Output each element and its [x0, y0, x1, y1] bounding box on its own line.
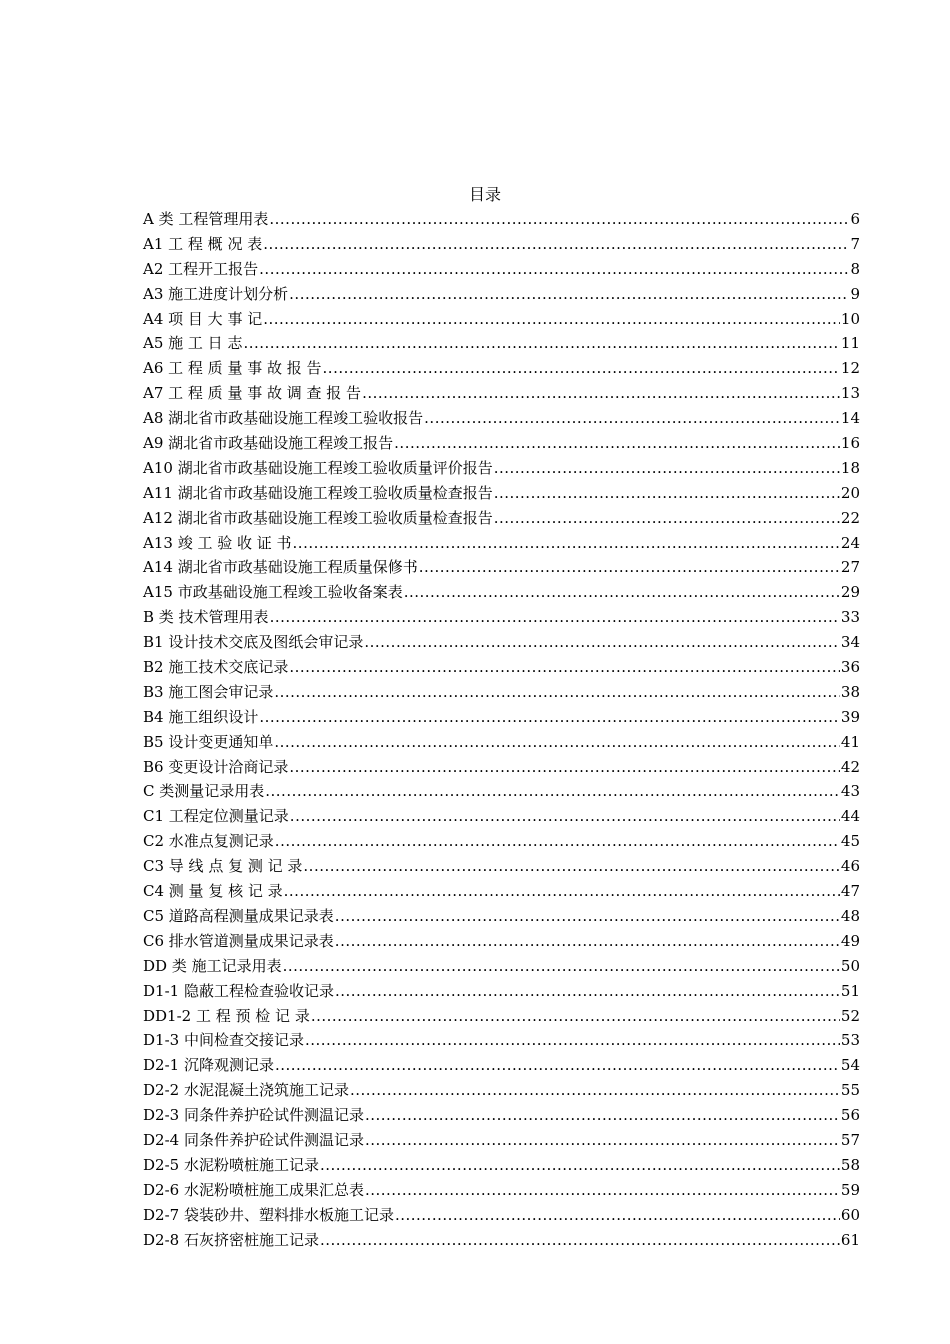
toc-dot-leader [263, 232, 849, 257]
toc-entry[interactable] [143, 705, 860, 730]
toc-entry[interactable] [143, 257, 860, 282]
toc-dot-leader [263, 307, 840, 332]
toc-entry-page-number: 57 [840, 1130, 860, 1149]
toc-entry-label: D2-7 袋装砂井、塑料排水板施工记录 [143, 1205, 394, 1224]
toc-entry[interactable] [143, 307, 860, 332]
toc-entry-label: D2-6 水泥粉喷桩施工成果汇总表 [143, 1180, 364, 1199]
toc-dot-leader [404, 580, 840, 605]
toc-entry-label: D2-5 水泥粉喷桩施工记录 [143, 1155, 319, 1174]
toc-entry-label: D2-3 同条件养护砼试件测温记录 [143, 1106, 364, 1125]
toc-dot-leader [270, 605, 840, 630]
toc-entry[interactable] [143, 904, 860, 929]
toc-dot-leader [335, 929, 840, 954]
toc-entry-page-number: 34 [840, 633, 860, 652]
toc-entry[interactable] [143, 854, 860, 879]
toc-dot-leader [289, 282, 849, 307]
toc-dot-leader [335, 979, 840, 1004]
toc-entry-label: A12 湖北省市政基础设施工程竣工验收质量检查报告 [143, 508, 493, 527]
toc-entry-page-number: 14 [840, 409, 860, 428]
toc-entry-page-number: 52 [840, 1006, 860, 1025]
toc-entry[interactable] [143, 829, 860, 854]
toc-entry-label: C4 测 量 复 核 记 录 [143, 882, 283, 901]
toc-entry-label: A9 湖北省市政基础设施工程竣工报告 [143, 434, 394, 453]
toc-entry[interactable] [143, 1203, 860, 1228]
toc-entry[interactable] [143, 1178, 860, 1203]
toc-entry[interactable] [143, 655, 860, 680]
toc-entry-page-number: 56 [840, 1106, 860, 1125]
toc-entry[interactable] [143, 356, 860, 381]
toc-entry-page-number: 16 [840, 434, 860, 453]
toc-entry[interactable] [143, 1004, 860, 1029]
toc-dot-leader [243, 331, 839, 356]
toc-dot-leader [293, 531, 840, 556]
toc-entry-page-number: 10 [840, 309, 860, 328]
toc-entry-label: A1 工 程 概 况 表 [143, 234, 263, 253]
toc-entry-label: C 类测量记录用表 [143, 782, 265, 801]
toc-entry-page-number: 43 [840, 782, 860, 801]
toc-entry[interactable] [143, 207, 860, 232]
toc-dot-leader [274, 680, 840, 705]
toc-entry-label: D1-3 中间检查交接记录 [143, 1031, 304, 1050]
toc-entry[interactable] [143, 680, 860, 705]
toc-entry[interactable] [143, 580, 860, 605]
toc-entry-label: A8 湖北省市政基础设施工程竣工验收报告 [143, 409, 424, 428]
toc-entry-page-number: 29 [840, 583, 860, 602]
toc-entry[interactable] [143, 804, 860, 829]
toc-entry-page-number: 38 [840, 682, 860, 701]
toc-entry-page-number: 60 [840, 1205, 860, 1224]
toc-dot-leader [274, 730, 840, 755]
toc-dot-leader [424, 406, 840, 431]
toc-entry-page-number: 24 [840, 533, 860, 552]
toc-entry[interactable] [143, 456, 860, 481]
toc-entry-label: D2-8 石灰挤密桩施工记录 [143, 1230, 319, 1249]
toc-dot-leader [283, 954, 840, 979]
toc-dot-leader [494, 506, 840, 531]
toc-entry[interactable] [143, 1103, 860, 1128]
toc-dot-leader [494, 481, 840, 506]
toc-dot-leader [320, 1228, 840, 1253]
toc-dot-leader [259, 705, 840, 730]
toc-entry-label: D2-4 同条件养护砼试件测温记录 [143, 1130, 364, 1149]
toc-entry-label: A10 湖北省市政基础设施工程竣工验收质量评价报告 [143, 458, 493, 477]
toc-entry-page-number: 61 [840, 1230, 860, 1249]
toc-entry[interactable] [143, 1228, 860, 1253]
toc-entry-label: B1 设计技术交底及图纸会审记录 [143, 633, 364, 652]
toc-entry-page-number: 18 [840, 458, 860, 477]
toc-entry-page-number: 33 [840, 608, 860, 627]
toc-dot-leader [259, 257, 849, 282]
toc-entry-label: A6 工 程 质 量 事 故 报 告 [143, 359, 322, 378]
toc-entry-page-number: 8 [850, 259, 860, 278]
toc-dot-leader [289, 655, 840, 680]
toc-entry-label: B5 设计变更通知单 [143, 732, 274, 751]
toc-entry[interactable] [143, 555, 860, 580]
toc-entry-page-number: 49 [840, 931, 860, 950]
toc-entry-page-number: 53 [840, 1031, 860, 1050]
toc-entry-label: A4 项 目 大 事 记 [143, 309, 263, 328]
toc-entry-label: B3 施工图会审记录 [143, 682, 274, 701]
toc-entry[interactable] [143, 331, 860, 356]
toc-entry-label: C6 排水管道测量成果记录表 [143, 931, 334, 950]
toc-entry-page-number: 46 [840, 857, 860, 876]
toc-entry-page-number: 45 [840, 832, 860, 851]
toc-entry[interactable] [143, 730, 860, 755]
toc-entry-label: C1 工程定位测量记录 [143, 807, 289, 826]
toc-entry-page-number: 50 [840, 956, 860, 975]
toc-entry-label: A7 工 程 质 量 事 故 调 查 报 告 [143, 384, 362, 403]
toc-entry[interactable] [143, 929, 860, 954]
toc-dot-leader [284, 879, 840, 904]
toc-entry-page-number: 51 [840, 981, 860, 1000]
toc-dot-leader [362, 381, 840, 406]
toc-dot-leader [365, 1128, 840, 1153]
toc-entry-page-number: 7 [850, 234, 860, 253]
toc-entry-label: C2 水准点复测记录 [143, 832, 274, 851]
toc-entry[interactable] [143, 954, 860, 979]
toc-entry-label: B 类 技术管理用表 [143, 608, 269, 627]
toc-dot-leader [395, 1203, 840, 1228]
toc-entry-label: C3 导 线 点 复 测 记 录 [143, 857, 303, 876]
toc-dot-leader [394, 431, 840, 456]
toc-dot-leader [275, 1053, 840, 1078]
toc-dot-leader [289, 755, 840, 780]
toc-entry[interactable] [143, 506, 860, 531]
toc-entry-label: A5 施 工 日 志 [143, 334, 243, 353]
toc-entry-label: D2-2 水泥混凝土浇筑施工记录 [143, 1081, 349, 1100]
toc-entry[interactable] [143, 1053, 860, 1078]
toc-entry-page-number: 39 [840, 707, 860, 726]
toc-entry-page-number: 11 [840, 334, 860, 353]
toc-entry[interactable] [143, 1028, 860, 1053]
toc-entry-page-number: 48 [840, 906, 860, 925]
toc-entry[interactable] [143, 1128, 860, 1153]
toc-entry[interactable] [143, 381, 860, 406]
toc-entry-label: B2 施工技术交底记录 [143, 658, 289, 677]
toc-entry-page-number: 6 [850, 210, 860, 228]
toc-entry[interactable] [143, 406, 860, 431]
toc-entry[interactable] [143, 1078, 860, 1103]
toc-entry[interactable] [143, 605, 860, 630]
toc-entry-page-number: 59 [840, 1180, 860, 1199]
toc-entry-page-number: 36 [840, 658, 860, 677]
toc-entry-label: D2-1 沉降观测记录 [143, 1056, 274, 1075]
toc-entry-label: B6 变更设计洽商记录 [143, 757, 289, 776]
toc-entry[interactable] [143, 755, 860, 780]
toc-entry-label: B4 施工组织设计 [143, 707, 259, 726]
toc-entry-page-number: 27 [840, 558, 860, 577]
toc-dot-leader [290, 804, 840, 829]
toc-entry[interactable] [143, 282, 860, 307]
toc-entry[interactable] [143, 630, 860, 655]
toc-entry-page-number: 44 [840, 807, 860, 826]
toc-dot-leader [364, 630, 840, 655]
toc-entry-label: DD1-2 工 程 预 检 记 录 [143, 1006, 310, 1025]
toc-entry-label: A14 湖北省市政基础设施工程质量保修书 [143, 558, 418, 577]
toc-entry[interactable] [143, 879, 860, 904]
toc-entry-page-number: 22 [840, 508, 860, 527]
toc-dot-leader [335, 904, 840, 929]
toc-entry-page-number: 47 [840, 882, 860, 901]
toc-entry-label: A11 湖北省市政基础设施工程竣工验收质量检查报告 [143, 483, 493, 502]
toc-entry-page-number: 12 [840, 359, 860, 378]
toc-entry-page-number: 13 [840, 384, 860, 403]
toc-entry-label: A 类 工程管理用表 [143, 210, 269, 228]
toc-entry-page-number: 42 [840, 757, 860, 776]
toc-entry[interactable] [143, 232, 860, 257]
toc-entry-label: A2 工程开工报告 [143, 259, 259, 278]
toc-dot-leader [265, 779, 840, 804]
toc-dot-leader [494, 456, 840, 481]
toc-entry-label: A3 施工进度计划分析 [143, 284, 289, 303]
toc-entry-page-number: 54 [840, 1056, 860, 1075]
toc-entry-label: DD 类 施工记录用表 [143, 956, 282, 975]
toc-entry-page-number: 55 [840, 1081, 860, 1100]
toc-entry-label: C5 道路高程测量成果记录表 [143, 906, 334, 925]
toc-entry[interactable] [143, 1153, 860, 1178]
toc-dot-leader [350, 1078, 840, 1103]
toc-entry[interactable] [143, 531, 860, 556]
toc-entry-page-number: 41 [840, 732, 860, 751]
toc-entry[interactable] [143, 979, 860, 1004]
toc-entry[interactable] [143, 481, 860, 506]
toc-dot-leader [365, 1178, 840, 1203]
toc-dot-leader [311, 1004, 840, 1029]
toc-entry-page-number: 9 [850, 284, 860, 303]
toc-title: 目录 [468, 185, 501, 204]
toc-dot-leader [305, 1028, 840, 1053]
toc-dot-leader [323, 356, 840, 381]
toc-entry[interactable] [143, 779, 860, 804]
toc-list [143, 207, 860, 1252]
toc-dot-leader [419, 555, 840, 580]
toc-entry-label: A15 市政基础设施工程竣工验收备案表 [143, 583, 403, 602]
toc-dot-leader [303, 854, 840, 879]
toc-entry-label: A13 竣 工 验 收 证 书 [143, 533, 292, 552]
toc-entry-page-number: 20 [840, 483, 860, 502]
toc-entry-label: D1-1 隐蔽工程检查验收记录 [143, 981, 334, 1000]
toc-dot-leader [365, 1103, 840, 1128]
toc-entry[interactable] [143, 431, 860, 456]
toc-dot-leader [275, 829, 840, 854]
toc-entry-page-number: 58 [840, 1155, 860, 1174]
toc-dot-leader [269, 207, 849, 232]
toc-dot-leader [320, 1153, 840, 1178]
